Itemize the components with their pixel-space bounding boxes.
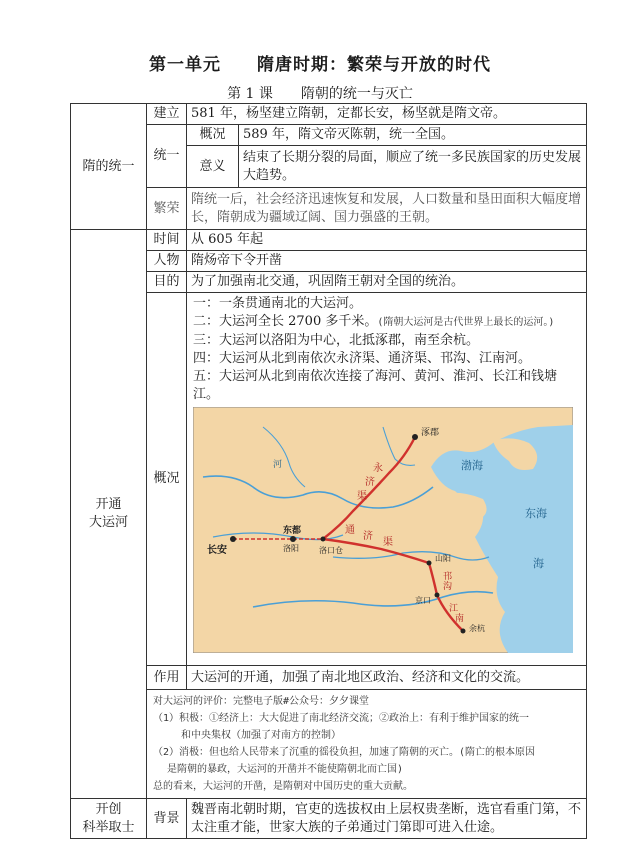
text-renwu: 隋炀帝下令开凿 (187, 251, 587, 272)
text-tongyi-gaikuang: 589 年，隋文帝灭陈朝，统一全国。 (239, 125, 587, 146)
map-label-qu-2: 渠 (383, 537, 393, 548)
row-jianli (71, 104, 587, 125)
text-zuoyong: 大运河的开通，加强了南北地区政治、经济和文化的交流。 (187, 666, 587, 690)
canal-point-2-note: (隋朝大运河是古代世界上最长的运河。) (377, 317, 555, 328)
map-city-luoyang (290, 536, 296, 542)
eval-title: 对大运河的评价：完整电子版#公众号：夕夕课堂 (153, 696, 370, 707)
eval-3: 总的看来，大运河的开凿，是隋朝对中国历史的重大贡献。 (153, 781, 413, 792)
label-yiyi: 意义 (187, 146, 239, 188)
row-tongyi-gaikuang (71, 125, 587, 146)
eval-1b: 和中央集权（加强了对南方的控制） (181, 730, 341, 741)
notes-table (70, 103, 587, 839)
label-tongyi: 统一 (147, 125, 187, 188)
keju-label-line1: 开创 (95, 801, 122, 817)
map-label-jiang: 江 (449, 604, 459, 614)
label-canal-gaikuang: 概况 (147, 293, 187, 666)
canal-label-line1: 开通 (95, 497, 122, 512)
label-beijing: 背景 (147, 799, 187, 839)
label-mudi: 目的 (147, 272, 187, 293)
map-city-yuhang (461, 629, 466, 634)
map-label-qu-1: 渠 (357, 491, 367, 502)
map-label-bohai: 渤海 (461, 459, 483, 472)
map-label-dong: 东海 (525, 507, 547, 520)
map-label-gou: 沟 (443, 582, 453, 592)
eval-2b: 是隋朝的暴政，大运河的开凿并不能使隋朝北而亡国) (167, 764, 404, 775)
label-zuoyong: 作用 (147, 666, 187, 690)
map-label-tong: 通 (345, 525, 355, 536)
section-label-canal (71, 230, 147, 799)
row-canal-gaikuang (71, 293, 587, 666)
canal-label-line2: 大运河 (88, 515, 128, 530)
label-tongyi-gaikuang: 概况 (187, 125, 239, 146)
text-jianli: 581 年，杨坚建立隋朝，定都长安，杨坚就是隋文帝。 (187, 104, 587, 125)
map-label-yong: 永 (373, 463, 383, 474)
canal-gaikuang-content (187, 293, 587, 666)
text-fanrong: 隋统一后，社会经济迅速恢复和发展，人口数量和垦田面积大幅度增长，隋朝成为疆域辽阔、国力强盛的王朝。 (187, 188, 587, 230)
label-fanrong: 繁荣 (147, 188, 187, 230)
map-label-dongdu: 东都 (283, 526, 302, 536)
map-city-shanyang (427, 561, 432, 566)
map-city-luokoucang (321, 537, 326, 542)
map-label-zhuojun: 涿郡 (421, 428, 440, 438)
eval-1a: （1）积极：①经济上：大大促进了南北经济交流；②政治上：有利于维护国家的统一 (153, 713, 530, 724)
text-shijian: 从 605 年起 (187, 230, 587, 251)
row-shijian (71, 230, 587, 251)
map-label-han: 邗 (443, 572, 453, 582)
canal-point-2: 二：大运河全长 2700 多千米。 (193, 314, 378, 329)
canal-point-5: 五：大运河从北到南依次连接了海河、黄河、淮河、长江和钱塘江。 (193, 369, 558, 402)
map-label-nan: 南 (455, 614, 465, 624)
map-label-ji-1: 济 (365, 477, 375, 488)
map-label-hai: 海 (533, 557, 544, 570)
text-mudi: 为了加强南北交通，巩固隋王朝对全国的统治。 (187, 272, 587, 293)
eval-2a: （2）消极：但也给人民带来了沉重的徭役负担，加速了隋朝的灭亡。(隋亡的根本原因 (153, 747, 536, 758)
row-evaluation (71, 690, 587, 799)
text-yiyi: 结束了长期分裂的局面，顺应了统一多民族国家的历史发展大趋势。 (239, 146, 587, 188)
row-renwu (71, 251, 587, 272)
grand-canal-map (193, 407, 573, 653)
label-renwu: 人物 (147, 251, 187, 272)
keju-label-line2: 科举取士 (82, 819, 135, 835)
map-city-changan (230, 536, 236, 542)
map-label-shanyang: 山阳 (435, 554, 451, 563)
text-beijing: 魏晋南北朝时期，官吏的选拔权由上层权贵垄断，选官看重门第，不太注重才能，世家大族的子弟通过门第即可进入仕途。 (187, 799, 587, 839)
canal-map (193, 404, 580, 663)
map-city-zhuojun (412, 434, 418, 440)
section-label-keju (71, 799, 147, 839)
canal-point-3: 三：大运河以洛阳为中心，北抵涿郡，南至余杭。 (193, 333, 480, 348)
map-label-yuhang: 余杭 (469, 624, 485, 633)
map-label-changan: 长安 (207, 545, 227, 556)
map-label-luoyang: 洛阳 (283, 544, 299, 553)
map-label-he: 河 (273, 460, 283, 470)
section-label-unification: 隋的统一 (71, 104, 147, 230)
map-label-ji-2: 济 (363, 531, 373, 542)
canal-point-1: 一：一条贯通南北的大运河。 (193, 296, 363, 311)
map-label-jingkou: 京口 (415, 596, 431, 605)
unit-title: 第一单元 隋唐时期：繁荣与开放的时代 (149, 55, 491, 75)
label-jianli: 建立 (147, 104, 187, 125)
map-city-jingkou (435, 593, 440, 598)
map-label-luokoucang: 洛口仓 (319, 546, 343, 555)
canal-point-2-line (193, 313, 580, 332)
row-mudi (71, 272, 587, 293)
label-shijian: 时间 (147, 230, 187, 251)
canal-point-4: 四：大运河从北到南依次永济渠、通济渠、邗沟、江南河。 (193, 351, 532, 366)
row-beijing (71, 799, 587, 839)
canal-evaluation (147, 690, 587, 799)
row-zuoyong (71, 666, 587, 690)
lesson-title: 第 1 课 隋朝的统一与灭亡 (227, 86, 413, 102)
row-fanrong (71, 188, 587, 230)
